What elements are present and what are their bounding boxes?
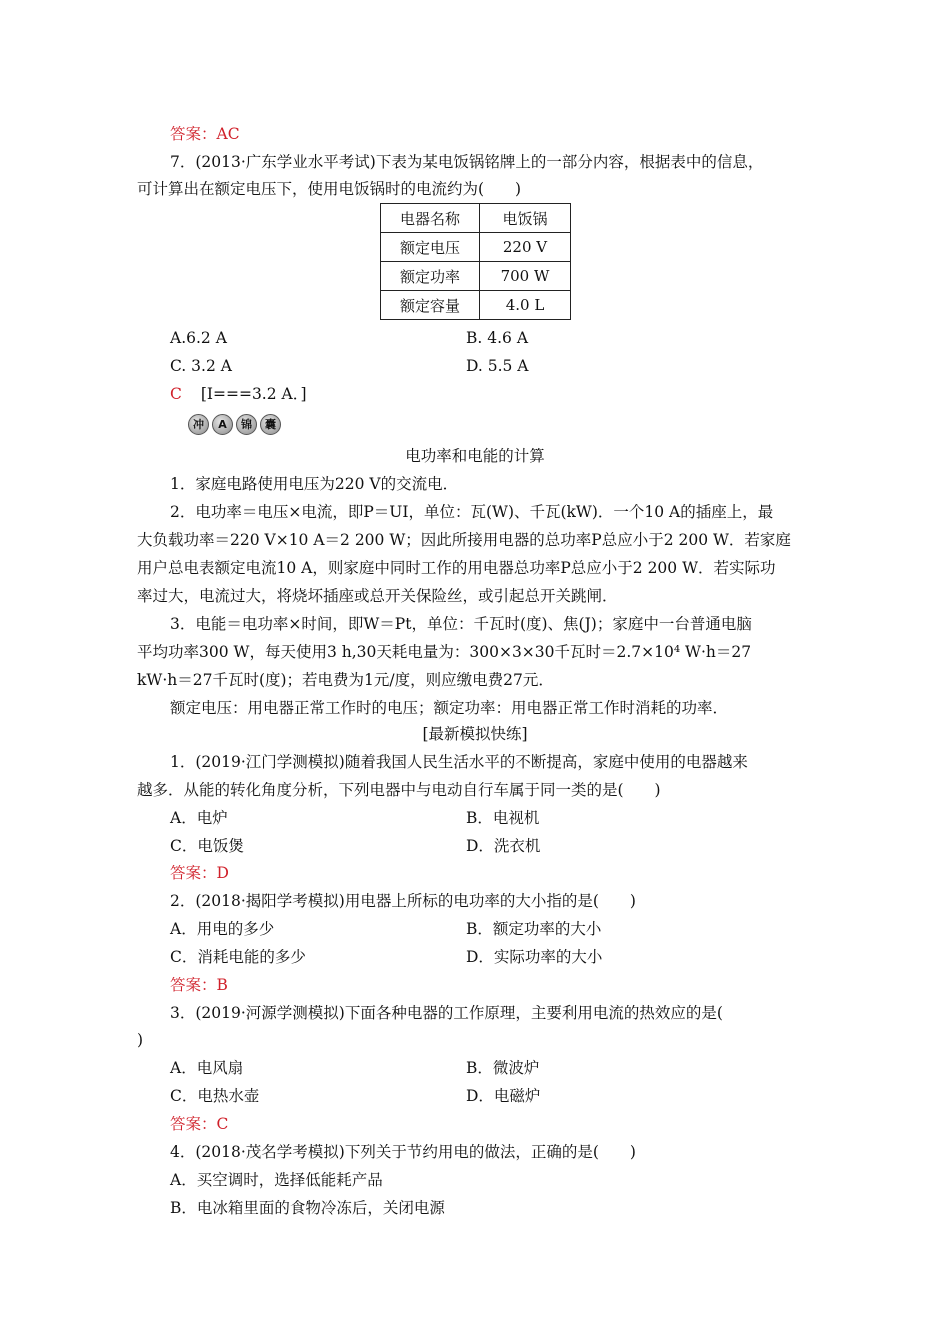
p1-stem-line2: 越多．从能的转化角度分析，下列电器中与电动自行车属于同一类的是( ) [137,781,661,799]
p2-option-c: C．消耗电能的多少 [170,948,306,966]
note-2-line2: 大负载功率＝220 V×10 A＝2 200 W；因此所接用电器的总功率P总应小于2 200 W．若家庭 [137,531,791,549]
note-2-line3: 用户总电表额定电流10 A，则家庭中同时工作的用电器总功率P总应小于2 200 W．若实际功 [137,559,776,577]
note-3-line2: 平均功率300 W，每天使用3 h,30天耗电量为：300×3×30千瓦时＝2.7×10⁴ W·h＝27 [137,643,752,661]
note-2-line4: 率过大，电流过大，将烧坏插座或总开关保险丝，或引起总开关跳闸． [137,587,618,605]
nameplate-table [380,203,571,320]
section-title: 电功率和电能的计算 [405,447,545,465]
q7-stem-line1: 7．(2013·广东学业水平考试)下表为某电饭锅铭牌上的一部分内容，根据表中的信息， [170,153,764,171]
p3-stem-line2: ) [137,1031,144,1049]
table-row [381,291,571,320]
p1-option-d: D．洗衣机 [466,837,541,855]
note-4: 额定电压：用电器正常工作时的电压；额定功率：用电器正常工作时消耗的功率． [170,699,729,717]
note-3-line3: kW·h＝27千瓦时(度)；若电费为1元/度，则应缴电费27元． [137,671,554,689]
q7-option-c: C. 3.2 A [170,357,232,375]
q7-answer [170,384,307,404]
table-cell: 4.0 L [480,291,571,320]
q7-answer-letter: C [170,385,182,403]
table-row [381,233,571,262]
p3-option-c: C．电热水壶 [170,1087,260,1105]
p3-stem-line1: 3．(2019·河源学测模拟)下面各种电器的工作原理，主要利用电流的热效应的是( [170,1004,723,1022]
q7-option-b: B. 4.6 A [466,329,529,347]
table-cell: 额定功率 [381,262,480,291]
p3-option-a: A．电风扇 [170,1059,244,1077]
p3-option-d: D．电磁炉 [466,1087,541,1105]
p1-option-a: A．电炉 [170,809,228,827]
p4-option-a: A．买空调时，选择低能耗产品 [170,1171,383,1189]
chong-a-jin-nang-badge [188,414,281,438]
table-row [381,204,571,233]
p1-option-c: C．电饭煲 [170,837,244,855]
badge-char: 锦 [236,414,257,435]
p1-stem-line1: 1．(2019·江门学测模拟)随着我国人民生活水平的不断提高，家庭中使用的电器越来 [170,753,748,771]
p2-option-a: A．用电的多少 [170,920,275,938]
table-cell: 电饭锅 [480,204,571,233]
table-row [381,262,571,291]
note-1: 1．家庭电路使用电压为220 V的交流电． [170,475,459,493]
p2-option-d: D．实际功率的大小 [466,948,603,966]
p1-option-b: B．电视机 [466,809,540,827]
q7-option-a: A.6.2 A [170,329,227,347]
table-cell: 700 W [480,262,571,291]
p3-option-b: B．微波炉 [466,1059,540,1077]
note-2-line1: 2．电功率＝电压×电流，即P＝UI，单位：瓦(W)、千瓦(kW)．一个10 A的插座上，最 [170,503,774,521]
table-cell: 220 V [480,233,571,262]
p4-option-b: B．电冰箱里面的食物冷冻后，关闭电源 [170,1199,445,1217]
badge-char: 冲 [188,414,209,435]
p1-answer: 答案：D [170,864,229,882]
badge-char: 囊 [260,414,281,435]
q6-answer: 答案：AC [170,125,240,143]
p2-answer: 答案：B [170,976,228,994]
q7-stem-line2: 可计算出在额定电压下，使用电饭锅时的电流约为( ) [137,180,522,198]
p2-stem: 2．(2018·揭阳学考模拟)用电器上所标的电功率的大小指的是( ) [170,892,636,910]
q7-option-d: D. 5.5 A [466,357,529,375]
p4-stem: 4．(2018·茂名学考模拟)下列关于节约用电的做法，正确的是( ) [170,1143,636,1161]
table-cell: 电器名称 [381,204,480,233]
practice-title: [最新模拟快练] [422,725,528,743]
q7-answer-text: [I===3.2 A．] [200,385,307,403]
table-cell: 额定容量 [381,291,480,320]
p2-option-b: B．额定功率的大小 [466,920,602,938]
note-3-line1: 3．电能＝电功率×时间，即W＝Pt，单位：千瓦时(度)、焦(J)；家庭中一台普通电脑 [170,615,752,633]
badge-char: A [212,414,233,435]
table-cell: 额定电压 [381,233,480,262]
p3-answer: 答案：C [170,1115,229,1133]
